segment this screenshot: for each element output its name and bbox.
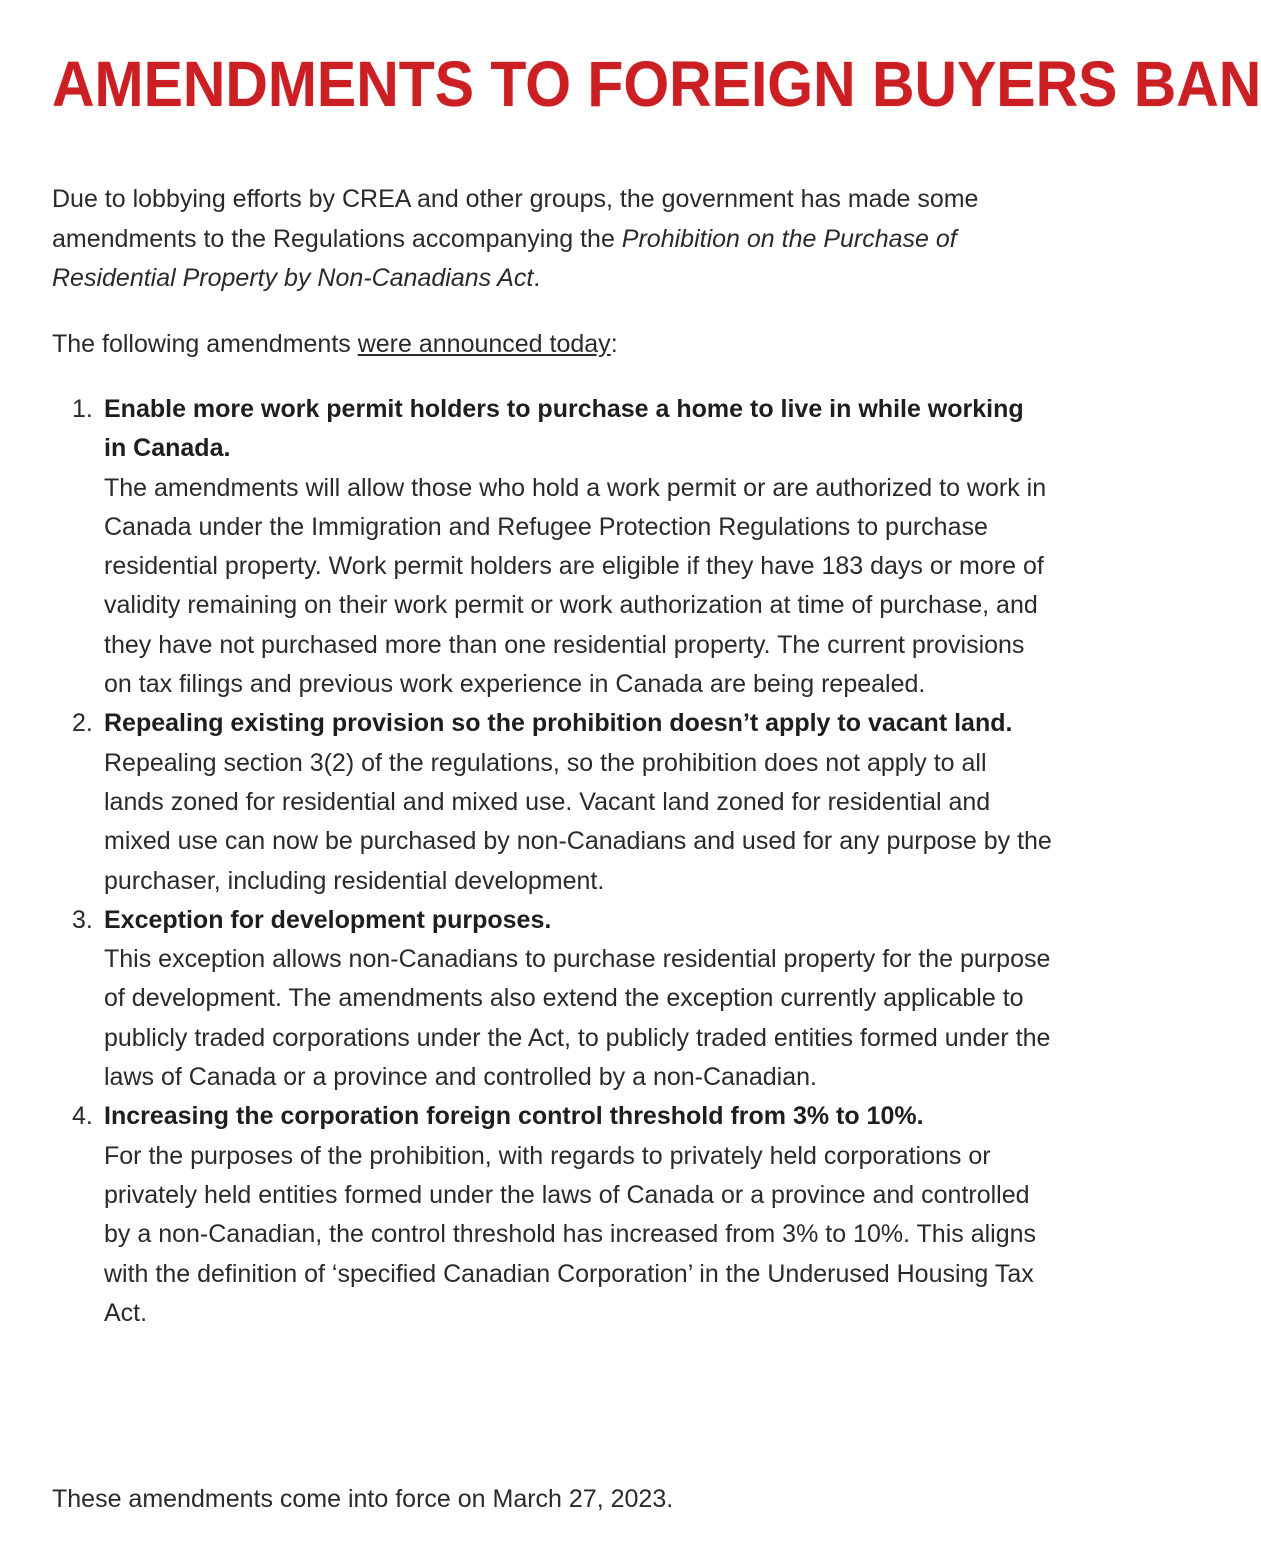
intro-text: Due to lobbying efforts by CREA and other groups, the government has made some amendments to the Regulations accompanying the [52, 185, 979, 253]
act-name: Prohibition on the Purchase of Residential Property by Non-Canadians Act [52, 224, 957, 292]
list-item [52, 704, 1052, 900]
effective-date-note: These amendments come into force on March 27, 2023. [52, 1485, 674, 1513]
item-body: For the purposes of the prohibition, with regards to privately held corporations or privately held entities formed under the laws of Canada or a province and controlled by a non-Canadian, the control threshold has increased from 3% to 10%. This aligns with the definition of ‘specified Canadian Corporation’ in the Underused Housing Tax Act. [104, 1141, 1037, 1327]
lead-end: : [610, 330, 618, 358]
list-item [52, 390, 1052, 704]
page-title: AMENDMENTS TO FOREIGN BUYERS BAN [52, 48, 1261, 120]
list-item [52, 1097, 1052, 1333]
item-heading: Exception for development purposes. [104, 905, 552, 934]
item-body: Repealing section 3(2) of the regulations, so the prohibition does not apply to all lands zoned for residential and mixed use. Vacant land zoned for residential and mixed use can now be purchased by non-Canadians and used for any purpose by the purchaser, including residential development. [104, 748, 1052, 895]
intro-end: . [533, 264, 541, 292]
item-body: This exception allows non-Canadians to purchase residential property for the purpose of development. The amendments also extend the exception currently applicable to publicly traded corporations under the Act, to publicly traded entities formed under the laws of Canada or a province and controlled by a non-Canadian. [104, 945, 1051, 1092]
item-number: 1. [72, 395, 93, 423]
item-body: The amendments will allow those who hold a work permit or are authorized to work in Canada under the Immigration and Refugee Protection Regulations to purchase residential property. Work permit holders are eligible if they have 183 days or more of validity remaining on their work permit or work authorization at time of purchase, and they have not purchased more than one residential property. The current provisions on tax filings and previous work experience in Canada are being repealed. [104, 473, 1047, 699]
item-number: 4. [72, 1102, 93, 1131]
lead-text: The following amendments [52, 330, 358, 358]
list-item [52, 901, 1052, 1097]
item-heading: Repealing existing provision so the prohibition doesn’t apply to vacant land. [104, 709, 1013, 738]
lead-paragraph [52, 325, 618, 365]
item-heading: Enable more work permit holders to purchase a home to live in while working in Canada. [104, 395, 1024, 463]
intro-paragraph [52, 180, 1012, 299]
item-number: 3. [72, 905, 93, 934]
item-heading: Increasing the corporation foreign control threshold from 3% to 10%. [104, 1102, 924, 1131]
amendments-list [52, 390, 1052, 1333]
item-number: 2. [72, 709, 93, 738]
announcement-link[interactable]: were announced today [357, 330, 611, 358]
